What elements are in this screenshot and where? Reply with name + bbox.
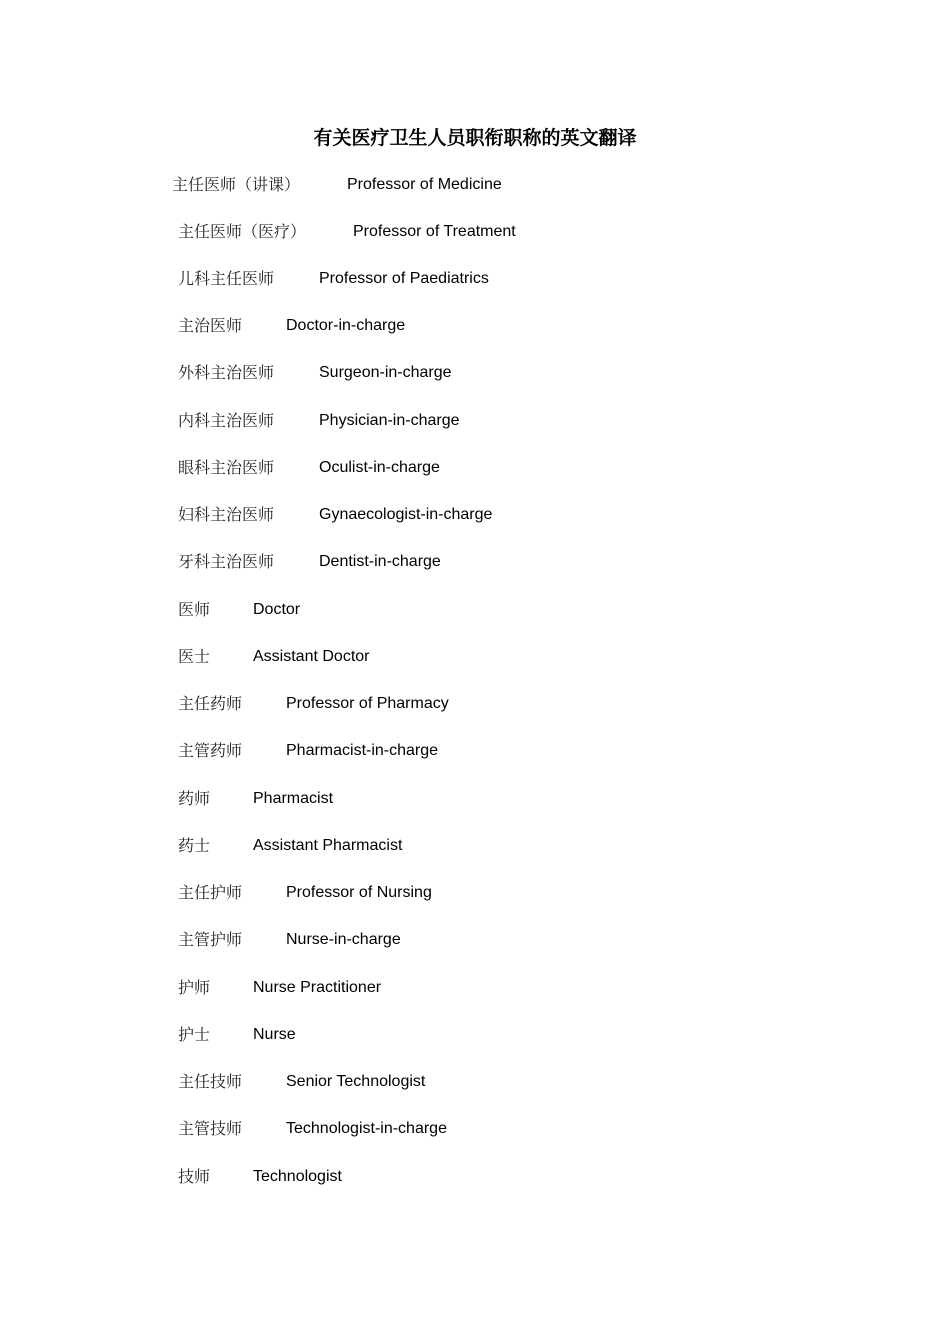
term-english: Professor of Nursing bbox=[286, 884, 432, 901]
term-english: Nurse Practitioner bbox=[253, 979, 382, 996]
term-english: Nurse bbox=[253, 1026, 296, 1043]
term-english: Dentist-in-charge bbox=[319, 553, 441, 570]
term-chinese: 主任护师 bbox=[178, 883, 243, 902]
term-english: Professor of Paediatrics bbox=[319, 270, 489, 287]
term-english: Assistant Pharmacist bbox=[253, 837, 403, 854]
term-chinese: 主任技师 bbox=[178, 1072, 243, 1091]
term-english: Pharmacist-in-charge bbox=[286, 742, 439, 759]
term-english: Surgeon-in-charge bbox=[319, 364, 452, 381]
term-chinese: 主管技师 bbox=[178, 1119, 243, 1138]
term-english: Nurse-in-charge bbox=[286, 931, 401, 948]
term-chinese: 妇科主治医师 bbox=[178, 505, 275, 524]
term-chinese: 主任医师（讲课） bbox=[172, 175, 301, 194]
term-chinese: 医师 bbox=[178, 600, 211, 619]
term-english: Physician-in-charge bbox=[319, 412, 460, 429]
term-english: Technologist-in-charge bbox=[286, 1120, 447, 1137]
term-chinese: 医士 bbox=[178, 647, 211, 666]
term-english: Doctor-in-charge bbox=[286, 317, 406, 334]
term-english: Doctor bbox=[253, 601, 301, 618]
term-english: Senior Technologist bbox=[286, 1073, 426, 1090]
term-english: Assistant Doctor bbox=[253, 648, 370, 665]
term-english: Technologist bbox=[253, 1168, 342, 1185]
term-chinese: 主任医师（医疗） bbox=[178, 222, 307, 241]
term-chinese: 技师 bbox=[178, 1167, 211, 1186]
term-english: Oculist-in-charge bbox=[319, 459, 440, 476]
term-chinese: 儿科主任医师 bbox=[178, 269, 275, 288]
term-chinese: 药士 bbox=[178, 836, 211, 855]
term-chinese: 护士 bbox=[178, 1025, 211, 1044]
term-chinese: 眼科主治医师 bbox=[178, 458, 275, 477]
page-title: 有关医疗卫生人员职衔职称的英文翻译 bbox=[313, 127, 637, 149]
term-chinese: 内科主治医师 bbox=[178, 411, 275, 430]
term-english: Professor of Pharmacy bbox=[286, 695, 449, 712]
term-chinese: 主任药师 bbox=[178, 694, 243, 713]
term-english: Pharmacist bbox=[253, 790, 334, 807]
term-english: Professor of Medicine bbox=[347, 176, 502, 193]
term-english: Professor of Treatment bbox=[353, 223, 516, 240]
term-chinese: 药师 bbox=[178, 789, 211, 808]
term-chinese: 外科主治医师 bbox=[178, 363, 275, 382]
term-chinese: 护师 bbox=[178, 978, 211, 997]
term-english: Gynaecologist-in-charge bbox=[319, 506, 493, 523]
term-chinese: 牙科主治医师 bbox=[178, 552, 275, 571]
term-chinese: 主管护师 bbox=[178, 930, 243, 949]
term-chinese: 主管药师 bbox=[178, 741, 243, 760]
term-chinese: 主治医师 bbox=[178, 316, 243, 335]
